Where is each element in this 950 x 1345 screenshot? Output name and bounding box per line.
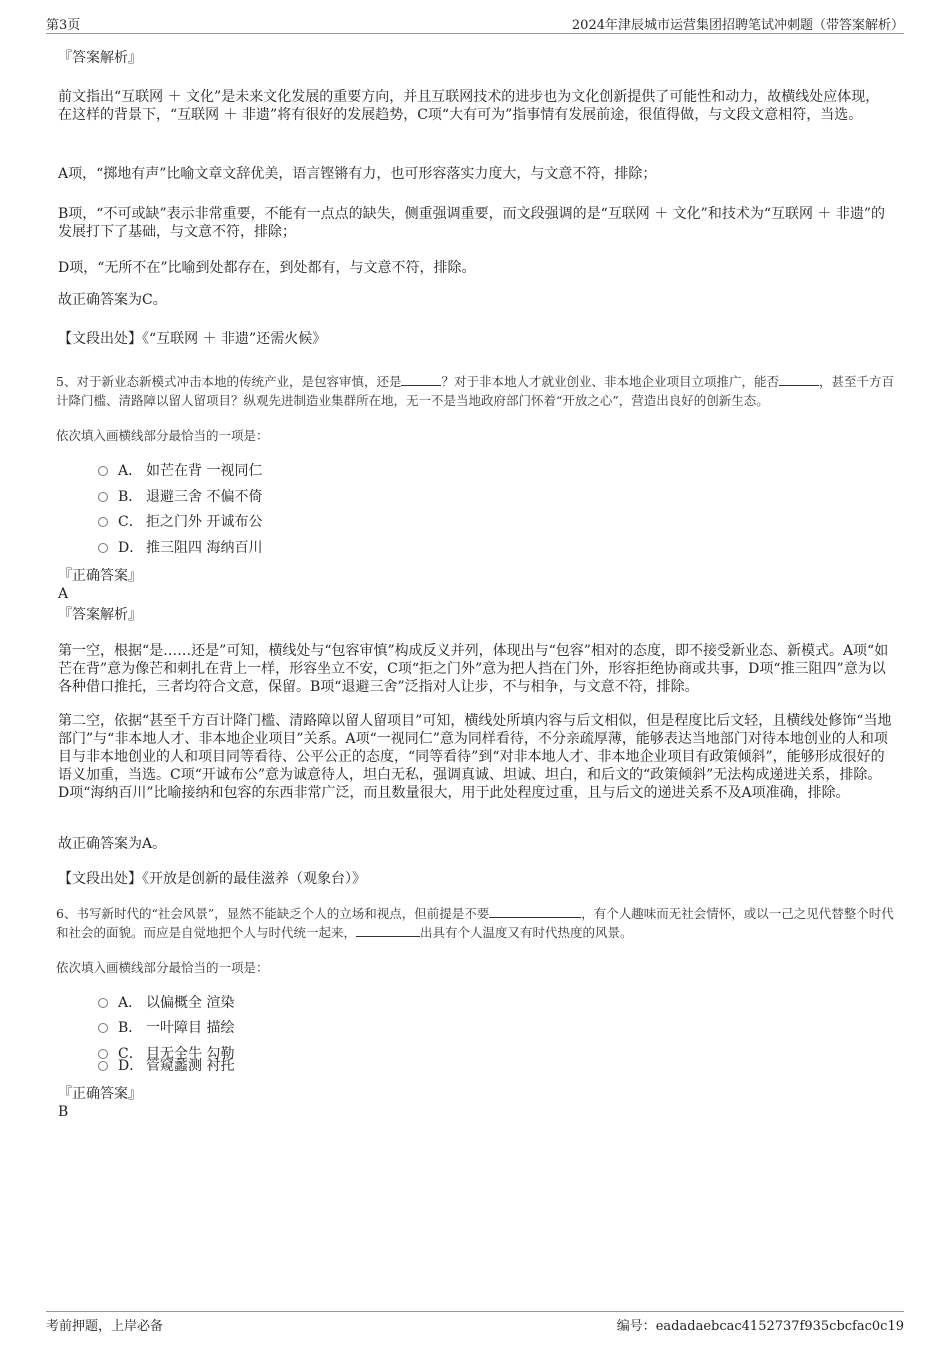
fill-blank: [356, 924, 420, 937]
analysis-heading: 『答案解析』: [58, 607, 142, 623]
radio-button-icon[interactable]: [98, 1023, 108, 1033]
option-b[interactable]: [98, 487, 262, 507]
option-text: 一叶障目 描绘: [146, 1020, 235, 1036]
option-c[interactable]: [98, 512, 262, 532]
header-divider: [46, 33, 904, 34]
option-text: 管窥蠡测 衬托: [146, 1058, 235, 1074]
radio-button-icon[interactable]: [98, 517, 108, 527]
document-id: 编号：eadadaebcac4152737f935cbcfac0c19: [616, 1319, 904, 1334]
analysis-paragraph: 第一空，根据“是……还是”可知，横线处与“包容审慎”构成反义并列，体现出与“包容”相对的态度，即不接受新业态、新模式。A项“如芒在背”意为像芒和刺扎在背上一样，形容坐立不安，C项“拒之门外”意为把人挡在门外，形容拒绝协商或共事，D项“推三阻四”意为以各种借口推托，三者均符合文意，保留。B项“退避三舍”泛指对人让步，不与相争，与文意不符，排除。: [58, 643, 889, 695]
option-label: D．: [118, 1058, 144, 1074]
conclusion-text: 故正确答案为A。: [58, 836, 167, 852]
analysis-paragraph: 第二空，依据“甚至千方百计降门槛、清路障以留人留项目”可知，横线处所填内容与后文相似，但是程度比后文轻，且横线处修饰“当地部门”与“非本地人才、非本地企业项目”关系。A项“一视同仁”意为同样看待，不分亲疏厚薄，能够表达当地部门对待本地创业的人和项目与非本地创业的人和项目同等看待、公平公正的态度，“同等看待”到“对非本地人才、非本地企业项目有政策倾斜”，能够形成很好的语义加重，当选。C项“开诚布公”意为诚意待人，坦白无私，强调真诚、坦诚、坦白，和后文的“政策倾斜”无法构成递进关系，排除。D项“海纳百川”比喻接纳和包容的东西非常广泛，而且数量很大，用于此处程度过重，且与后文的递进关系不及A项准确，排除。: [58, 713, 892, 801]
fill-blank: [401, 373, 441, 386]
question-text: 出具有个人温度又有时代热度的风景。: [420, 925, 633, 940]
conclusion-text: 故正确答案为C。: [58, 292, 167, 308]
document-title: 2024年津辰城市运营集团招聘笔试冲刺题（带答案解析）: [571, 18, 904, 33]
radio-button-icon[interactable]: [98, 492, 108, 502]
footer-slogan: 考前押题，上岸必备: [46, 1319, 164, 1334]
fill-blank: [489, 905, 581, 918]
option-text: 以偏概全 渲染: [146, 995, 235, 1011]
fill-blank: [779, 373, 819, 386]
answer-heading: 『正确答案』: [58, 1086, 142, 1102]
correct-answer: B: [58, 1104, 69, 1120]
question-prompt: 依次填入画横线部分最恰当的一项是：: [56, 960, 269, 975]
question-text: ，甚至千方百计降门槛、清路障以留人留项目？纵观先进制造业集群所在地，无一不是当地政府部门怀着“开放之心”，营造出良好的创新生态。: [56, 374, 894, 408]
option-label: A．: [118, 463, 143, 479]
option-d[interactable]: [98, 1056, 234, 1076]
option-label: B．: [118, 1020, 143, 1036]
option-label: C．: [118, 514, 143, 530]
option-label: C．: [118, 1046, 143, 1062]
correct-answer: A: [58, 586, 69, 602]
page-number: 第3页: [46, 18, 81, 33]
analysis-paragraph: 前文指出“互联网 ＋ 文化”是未来文化发展的重要方向，并且互联网技术的进步也为文化创新提供了可能性和动力，故横线处应体现，在这样的背景下，“互联网 ＋ 非遗”将有很好的发展趋势，C项“大有可为”指事情有发展前途，很值得做，与文段文意相符，当选。: [58, 89, 880, 123]
option-text: 拒之门外 开诚布公: [146, 514, 263, 530]
question-text: 6、书写新时代的“社会风景”，显然不能缺乏个人的立场和视点，但前提是不要: [56, 906, 490, 921]
analysis-paragraph: A项，“掷地有声”比喻文章文辞优美，语言铿锵有力，也可形容落实力度大，与文意不符，排除；: [58, 166, 657, 182]
option-b[interactable]: [98, 1018, 234, 1038]
answer-heading: 『正确答案』: [58, 568, 142, 584]
question-text: ？对于非本地人才就业创业、非本地企业项目立项推广，能否: [441, 374, 779, 389]
source-citation: 【文段出处】《“互联网 ＋ 非遗”还需火候》: [58, 331, 327, 347]
footer-divider: [46, 1311, 904, 1312]
option-text: 退避三舍 不偏不倚: [146, 489, 263, 505]
option-a[interactable]: [98, 461, 262, 481]
option-text: 如芒在背 一视同仁: [146, 463, 263, 479]
option-a[interactable]: [98, 993, 234, 1013]
radio-button-icon[interactable]: [98, 998, 108, 1008]
option-text: 目无全牛 勾勒: [146, 1046, 235, 1062]
option-text: 推三阻四 海纳百川: [146, 540, 263, 556]
radio-button-icon[interactable]: [98, 543, 108, 553]
question-prompt: 依次填入画横线部分最恰当的一项是：: [56, 428, 269, 443]
question-text: 5、对于新业态新模式冲击本地的传统产业，是包容审慎，还是: [56, 374, 402, 389]
option-label: B．: [118, 489, 143, 505]
radio-button-icon[interactable]: [98, 466, 108, 476]
option-d[interactable]: [98, 538, 262, 558]
option-label: A．: [118, 995, 143, 1011]
question-text: ，有个人趣味而无社会情怀，或以一己之见代替整个时代和社会的面貌。而应是自觉地把个人与时代统一起来，: [56, 906, 894, 940]
analysis-paragraph: B项，“不可或缺”表示非常重要，不能有一点点的缺失，侧重强调重要，而文段强调的是“互联网 ＋ 文化”和技术为“互联网 ＋ 非遗”的发展打下了基础，与文意不符，排除；: [58, 206, 886, 240]
source-citation: 【文段出处】《开放是创新的最佳滋养（观象台）》: [58, 871, 366, 887]
question-5-stem: [56, 372, 898, 410]
question-6-stem: [56, 904, 898, 942]
analysis-paragraph: D项，“无所不在”比喻到处都存在，到处都有，与文意不符，排除。: [58, 260, 476, 276]
radio-button-icon[interactable]: [98, 1061, 108, 1071]
analysis-heading: 『答案解析』: [58, 50, 142, 66]
option-label: D．: [118, 540, 144, 556]
